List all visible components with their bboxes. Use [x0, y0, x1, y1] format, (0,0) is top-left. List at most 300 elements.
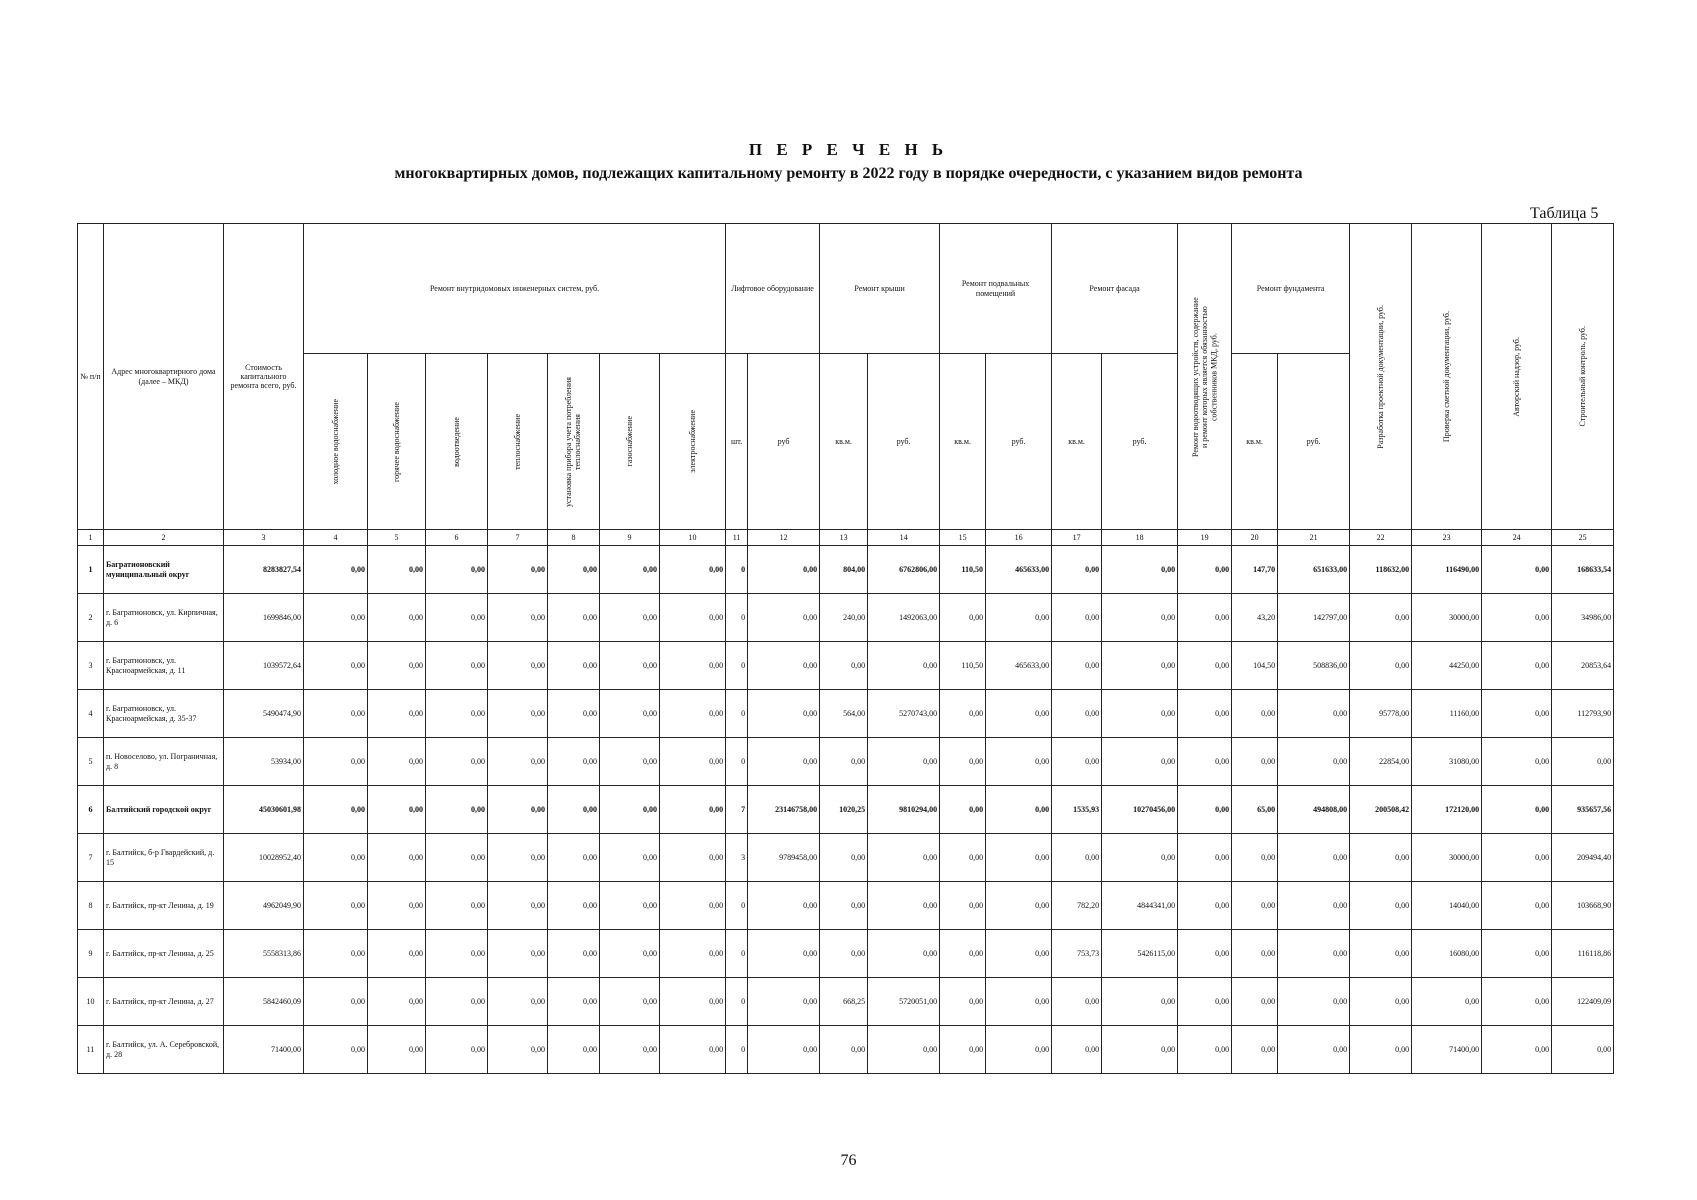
table-row: [78, 882, 1614, 930]
row-address: Багратионовский муниципальный округ: [104, 546, 224, 594]
table-cell: 0,00: [600, 834, 660, 882]
table-cell: 0,00: [1482, 594, 1552, 642]
row-index: 9: [78, 930, 104, 978]
table-cell: 0,00: [1350, 642, 1412, 690]
table-cell: 0,00: [1482, 738, 1552, 786]
table-cell: 4844341,00: [1102, 882, 1178, 930]
row-index: 6: [78, 786, 104, 834]
table-cell: 112793,90: [1552, 690, 1614, 738]
column-number: 19: [1178, 530, 1232, 546]
table-cell: 0,00: [1102, 546, 1178, 594]
header-estimate-check: Проверка сметной документации, руб.: [1412, 224, 1482, 530]
row-address: Балтийский городской округ: [104, 786, 224, 834]
document-subtitle: многоквартирных домов, подлежащих капитальному ремонту в 2022 году в порядке очередности, с указанием видов ремонта: [394, 165, 1303, 182]
table-cell: 0,00: [488, 642, 548, 690]
table-cell: 0,00: [660, 690, 726, 738]
table-cell: 0,00: [304, 834, 368, 882]
table-cell: 14040,00: [1412, 882, 1482, 930]
table-cell: 0,00: [1178, 882, 1232, 930]
table-cell: 0,00: [986, 930, 1052, 978]
table-cell: 804,00: [820, 546, 868, 594]
table-row: [78, 690, 1614, 738]
table-cell: 1039572,64: [224, 642, 304, 690]
column-number: 17: [1052, 530, 1102, 546]
table-cell: 0,00: [940, 786, 986, 834]
table-cell: 0,00: [600, 642, 660, 690]
table-cell: 0,00: [368, 978, 426, 1026]
table-cell: 0,00: [1350, 594, 1412, 642]
table-cell: 0: [726, 1026, 748, 1074]
table-cell: 0,00: [1482, 930, 1552, 978]
header-roof-rub: руб.: [868, 354, 940, 530]
header-basement-rub: руб.: [986, 354, 1052, 530]
table-cell: 0,00: [820, 834, 868, 882]
table-cell: 0,00: [986, 690, 1052, 738]
table-cell: 0,00: [1482, 978, 1552, 1026]
table-cell: 0,00: [660, 882, 726, 930]
table-cell: 122409,09: [1552, 978, 1614, 1026]
row-index: 4: [78, 690, 104, 738]
table-cell: 104,50: [1232, 642, 1278, 690]
row-address: г. Багратионовск, ул. Кирпичная, д. 6: [104, 594, 224, 642]
table-cell: 0,00: [488, 786, 548, 834]
document-title: П Е Р Е Ч Е Н Ь: [748, 140, 949, 159]
table-cell: 0,00: [368, 546, 426, 594]
table-cell: 0,00: [488, 546, 548, 594]
column-number: 21: [1278, 530, 1350, 546]
row-address: г. Балтийск, пр-кт Ленина, д. 27: [104, 978, 224, 1026]
table-row: [78, 642, 1614, 690]
table-cell: 0,00: [986, 834, 1052, 882]
table-cell: 0,00: [548, 546, 600, 594]
table-cell: 71400,00: [224, 1026, 304, 1074]
table-cell: 9789458,00: [748, 834, 820, 882]
table-cell: 0,00: [1052, 834, 1102, 882]
table-cell: 0,00: [1102, 1026, 1178, 1074]
column-number: 8: [548, 530, 600, 546]
header-facade-sqm: кв.м.: [1052, 354, 1102, 530]
table-cell: 0,00: [548, 642, 600, 690]
column-number: 11: [726, 530, 748, 546]
table-row: [78, 786, 1614, 834]
table-row: [78, 738, 1614, 786]
table-cell: 0: [726, 594, 748, 642]
table-cell: 31080,00: [1412, 738, 1482, 786]
row-index: 1: [78, 546, 104, 594]
column-number: 14: [868, 530, 940, 546]
table-cell: 0,00: [748, 930, 820, 978]
table-cell: 494808,00: [1278, 786, 1350, 834]
table-cell: 651633,00: [1278, 546, 1350, 594]
table-cell: 0,00: [1178, 738, 1232, 786]
table-cell: 0,00: [1178, 642, 1232, 690]
table-cell: 0,00: [1052, 690, 1102, 738]
column-number: 4: [304, 530, 368, 546]
column-number: 24: [1482, 530, 1552, 546]
header-basement: Ремонт подвальных помещений: [940, 224, 1052, 354]
row-index: 5: [78, 738, 104, 786]
table-cell: 0,00: [426, 882, 488, 930]
header-elevator: Лифтовое оборудование: [726, 224, 820, 354]
row-address: г. Багратионовск, ул. Красноармейская, д. 11: [104, 642, 224, 690]
table-cell: 147,70: [1232, 546, 1278, 594]
repair-list-table: [77, 223, 1614, 1074]
table-cell: 0,00: [368, 690, 426, 738]
table-cell: 110,50: [940, 642, 986, 690]
table-cell: 0,00: [548, 738, 600, 786]
table-cell: 0,00: [1232, 882, 1278, 930]
table-cell: 0,00: [548, 594, 600, 642]
table-cell: 0,00: [660, 834, 726, 882]
table-cell: 0: [726, 690, 748, 738]
table-cell: 4962049,90: [224, 882, 304, 930]
table-cell: 34986,00: [1552, 594, 1614, 642]
header-heating: теплоснабжение: [488, 354, 548, 530]
table-cell: 0,00: [548, 882, 600, 930]
table-cell: 209494,40: [1552, 834, 1614, 882]
table-cell: 0,00: [600, 978, 660, 1026]
table-cell: 0,00: [488, 594, 548, 642]
table-cell: 0,00: [488, 834, 548, 882]
table-cell: 30000,00: [1412, 834, 1482, 882]
table-cell: 142797,00: [1278, 594, 1350, 642]
header-electric: электроснабжение: [660, 354, 726, 530]
table-cell: 0,00: [1232, 738, 1278, 786]
table-cell: 0,00: [1178, 1026, 1232, 1074]
table-cell: 0,00: [940, 978, 986, 1026]
table-cell: 0,00: [1482, 690, 1552, 738]
table-cell: 0: [726, 930, 748, 978]
table-cell: 16080,00: [1412, 930, 1482, 978]
table-cell: 118632,00: [1350, 546, 1412, 594]
table-cell: 0,00: [304, 882, 368, 930]
table-cell: 0,00: [600, 882, 660, 930]
table-cell: 0,00: [748, 546, 820, 594]
table-cell: 0,00: [1178, 690, 1232, 738]
table-cell: 10028952,40: [224, 834, 304, 882]
table-cell: 0,00: [1232, 834, 1278, 882]
table-cell: 668,25: [820, 978, 868, 1026]
table-cell: 45030601,98: [224, 786, 304, 834]
header-facade: Ремонт фасада: [1052, 224, 1178, 354]
table-cell: 0,00: [940, 738, 986, 786]
column-number: 18: [1102, 530, 1178, 546]
table-cell: 65,00: [1232, 786, 1278, 834]
table-cell: 0,00: [368, 738, 426, 786]
table-cell: 0,00: [1102, 594, 1178, 642]
table-cell: 6762806,00: [868, 546, 940, 594]
table-cell: 110,50: [940, 546, 986, 594]
header-facade-rub: руб.: [1102, 354, 1178, 530]
table-cell: 11160,00: [1412, 690, 1482, 738]
header-eng-systems: Ремонт внутридомовых инженерных систем, руб.: [304, 224, 726, 354]
table-cell: 44250,00: [1412, 642, 1482, 690]
table-cell: 465633,00: [986, 642, 1052, 690]
table-cell: 20853,64: [1552, 642, 1614, 690]
table-cell: 1492063,00: [868, 594, 940, 642]
table-cell: 0,00: [986, 882, 1052, 930]
table-cell: 95778,00: [1350, 690, 1412, 738]
table-cell: 5842460,09: [224, 978, 304, 1026]
table-cell: 0,00: [426, 834, 488, 882]
table-cell: 0,00: [1102, 834, 1178, 882]
table-cell: 0,00: [1102, 690, 1178, 738]
table-cell: 0,00: [1178, 594, 1232, 642]
table-cell: 0,00: [368, 834, 426, 882]
table-cell: 0,00: [940, 930, 986, 978]
header-elevator-rub: руб: [748, 354, 820, 530]
table-cell: 0,00: [940, 882, 986, 930]
column-number: 22: [1350, 530, 1412, 546]
table-cell: 0,00: [1482, 834, 1552, 882]
row-index: 3: [78, 642, 104, 690]
table-cell: 0,00: [488, 930, 548, 978]
header-drain: Ремонт водоотводящих устройств, содержание и ремонт которых является обязанностью собственников МКД, руб.: [1178, 224, 1232, 530]
row-index: 2: [78, 594, 104, 642]
header-foundation-sqm: кв.м.: [1232, 354, 1278, 530]
table-cell: 753,73: [1052, 930, 1102, 978]
header-roof-sqm: кв.м.: [820, 354, 868, 530]
row-index: 7: [78, 834, 104, 882]
table-cell: 0: [726, 882, 748, 930]
table-cell: 0,00: [426, 690, 488, 738]
table-cell: 0,00: [1102, 738, 1178, 786]
table-cell: 0: [726, 738, 748, 786]
table-cell: 0,00: [660, 738, 726, 786]
table-cell: 0,00: [426, 642, 488, 690]
table-cell: 0,00: [1350, 978, 1412, 1026]
table-cell: 0,00: [426, 786, 488, 834]
row-index: 10: [78, 978, 104, 1026]
table-cell: 10270456,00: [1102, 786, 1178, 834]
table-cell: 0,00: [1552, 1026, 1614, 1074]
column-number: 15: [940, 530, 986, 546]
header-foundation-rub: руб.: [1278, 354, 1350, 530]
header-basement-sqm: кв.м.: [940, 354, 986, 530]
table-cell: 0,00: [548, 690, 600, 738]
table-cell: 0,00: [1482, 546, 1552, 594]
table-cell: 0: [726, 642, 748, 690]
table-cell: 0,00: [488, 690, 548, 738]
table-cell: 0,00: [660, 930, 726, 978]
header-sewage: водоотведение: [426, 354, 488, 530]
table-cell: 0,00: [820, 930, 868, 978]
table-cell: 0,00: [548, 930, 600, 978]
column-number: 10: [660, 530, 726, 546]
table-cell: 0,00: [1482, 1026, 1552, 1074]
header-roof: Ремонт крыши: [820, 224, 940, 354]
table-cell: 0,00: [1278, 882, 1350, 930]
table-cell: 0,00: [368, 594, 426, 642]
table-cell: 0,00: [426, 738, 488, 786]
table-cell: 0,00: [1102, 978, 1178, 1026]
table-cell: 0,00: [548, 1026, 600, 1074]
table-cell: 168633,54: [1552, 546, 1614, 594]
table-label: Таблица 5: [1530, 205, 1599, 222]
table-cell: 0,00: [748, 1026, 820, 1074]
table-cell: 7: [726, 786, 748, 834]
table-cell: 0,00: [1178, 834, 1232, 882]
table-row: [78, 978, 1614, 1026]
header-meters: установка прибора учета потребления теплоснабжения: [548, 354, 600, 530]
column-number: 5: [368, 530, 426, 546]
table-cell: 0,00: [548, 834, 600, 882]
table-cell: 0,00: [1350, 834, 1412, 882]
table-cell: 0,00: [660, 786, 726, 834]
table-cell: 172120,00: [1412, 786, 1482, 834]
table-cell: 0,00: [660, 546, 726, 594]
column-number: 13: [820, 530, 868, 546]
table-row: [78, 930, 1614, 978]
table-cell: 0,00: [868, 834, 940, 882]
table-cell: 23146758,00: [748, 786, 820, 834]
table-cell: 0,00: [1278, 834, 1350, 882]
header-design-docs: Разработка проектной документации, руб.: [1350, 224, 1412, 530]
table-cell: 5490474,90: [224, 690, 304, 738]
row-address: г. Багратионовск, ул. Красноармейская, д. 35-37: [104, 690, 224, 738]
table-cell: 0,00: [304, 546, 368, 594]
table-cell: 0,00: [1232, 978, 1278, 1026]
table-cell: 0,00: [820, 642, 868, 690]
table-cell: 0,00: [426, 594, 488, 642]
table-cell: 0,00: [1412, 978, 1482, 1026]
column-number: 1: [78, 530, 104, 546]
table-cell: 0,00: [1052, 546, 1102, 594]
row-address: г. Балтийск, б-р Гвардейский, д. 15: [104, 834, 224, 882]
header-hot-water: горячее водоснабжение: [368, 354, 426, 530]
table-cell: 0,00: [986, 786, 1052, 834]
table-cell: 8283827,54: [224, 546, 304, 594]
header-author-supervision: Авторский надзор, руб.: [1482, 224, 1552, 530]
table-cell: 0,00: [1052, 642, 1102, 690]
table-cell: 0,00: [748, 690, 820, 738]
table-cell: 0,00: [986, 978, 1052, 1026]
table-cell: 0,00: [304, 642, 368, 690]
table-cell: 0,00: [940, 690, 986, 738]
table-cell: 0,00: [820, 882, 868, 930]
table-cell: 0,00: [1278, 1026, 1350, 1074]
header-cost: Стоимость капитального ремонта всего, руб.: [224, 224, 304, 530]
table-cell: 0,00: [368, 786, 426, 834]
table-row: [78, 834, 1614, 882]
table-cell: 0,00: [488, 738, 548, 786]
table-cell: 0,00: [1482, 882, 1552, 930]
table-cell: 0,00: [748, 882, 820, 930]
table-cell: 0,00: [986, 738, 1052, 786]
table-cell: 0,00: [1178, 978, 1232, 1026]
table-cell: 0,00: [820, 738, 868, 786]
column-number: 2: [104, 530, 224, 546]
table-cell: 0,00: [304, 690, 368, 738]
row-address: г. Балтийск, ул. А. Серебровской, д. 28: [104, 1026, 224, 1074]
table-cell: 0,00: [600, 1026, 660, 1074]
table-cell: 0,00: [488, 1026, 548, 1074]
table-cell: 0,00: [940, 594, 986, 642]
table-cell: 0,00: [1052, 1026, 1102, 1074]
header-address: Адрес многоквартирного дома (далее – МКД): [104, 224, 224, 530]
column-number: 9: [600, 530, 660, 546]
table-cell: 116490,00: [1412, 546, 1482, 594]
table-header: [78, 224, 1614, 546]
header-foundation: Ремонт фундамента: [1232, 224, 1350, 354]
table-cell: 5426115,00: [1102, 930, 1178, 978]
row-address: г. Балтийск, пр-кт Ленина, д. 25: [104, 930, 224, 978]
table-cell: 0: [726, 978, 748, 1026]
table-cell: 0,00: [488, 978, 548, 1026]
column-number: 23: [1412, 530, 1482, 546]
table-cell: 0,00: [304, 1026, 368, 1074]
table-cell: 0,00: [1350, 930, 1412, 978]
table-cell: 0,00: [1482, 642, 1552, 690]
table-cell: 0,00: [426, 546, 488, 594]
table-body: [78, 546, 1614, 1074]
table-cell: 71400,00: [1412, 1026, 1482, 1074]
table-cell: 0,00: [600, 546, 660, 594]
table-cell: 0,00: [748, 738, 820, 786]
table-cell: 0,00: [660, 642, 726, 690]
table-cell: 0,00: [868, 930, 940, 978]
column-number: 25: [1552, 530, 1614, 546]
table-cell: 0,00: [748, 978, 820, 1026]
table-cell: 0,00: [868, 882, 940, 930]
column-number: 7: [488, 530, 548, 546]
table-cell: 0,00: [1552, 738, 1614, 786]
table-row: [78, 546, 1614, 594]
table-cell: 0,00: [548, 786, 600, 834]
table-cell: 5720051,00: [868, 978, 940, 1026]
table-cell: 0,00: [1232, 930, 1278, 978]
table-cell: 0,00: [600, 930, 660, 978]
table-cell: 1535,93: [1052, 786, 1102, 834]
row-address: г. Балтийск, пр-кт Ленина, д. 19: [104, 882, 224, 930]
table-cell: 0,00: [1178, 786, 1232, 834]
table-cell: 0,00: [1278, 690, 1350, 738]
table-cell: 0,00: [1052, 738, 1102, 786]
table-cell: 0,00: [426, 1026, 488, 1074]
column-numbers-row: [78, 530, 1614, 546]
table-cell: 0,00: [304, 978, 368, 1026]
table-cell: 0,00: [1052, 978, 1102, 1026]
table-cell: 43,20: [1232, 594, 1278, 642]
table-cell: 1020,25: [820, 786, 868, 834]
table-cell: 0,00: [660, 594, 726, 642]
table-cell: 116118,86: [1552, 930, 1614, 978]
table-cell: 0,00: [986, 1026, 1052, 1074]
table-cell: 0,00: [940, 834, 986, 882]
table-cell: 0,00: [600, 738, 660, 786]
table-cell: 53934,00: [224, 738, 304, 786]
table-cell: 0,00: [1482, 786, 1552, 834]
table-cell: 0,00: [368, 642, 426, 690]
table-cell: 30000,00: [1412, 594, 1482, 642]
table-cell: 0,00: [600, 594, 660, 642]
table-cell: 5558313,86: [224, 930, 304, 978]
table-cell: 0,00: [304, 594, 368, 642]
column-number: 12: [748, 530, 820, 546]
table-cell: 0,00: [1232, 690, 1278, 738]
row-index: 11: [78, 1026, 104, 1074]
table-cell: 0,00: [600, 786, 660, 834]
table-row: [78, 594, 1614, 642]
table-cell: 200508,42: [1350, 786, 1412, 834]
table-cell: 0,00: [1278, 978, 1350, 1026]
table-cell: 1699846,00: [224, 594, 304, 642]
table-cell: 508836,00: [1278, 642, 1350, 690]
table-cell: 0,00: [1278, 738, 1350, 786]
table-cell: 103668,90: [1552, 882, 1614, 930]
header-no: № п/п: [78, 224, 104, 530]
table-cell: 0,00: [1102, 642, 1178, 690]
